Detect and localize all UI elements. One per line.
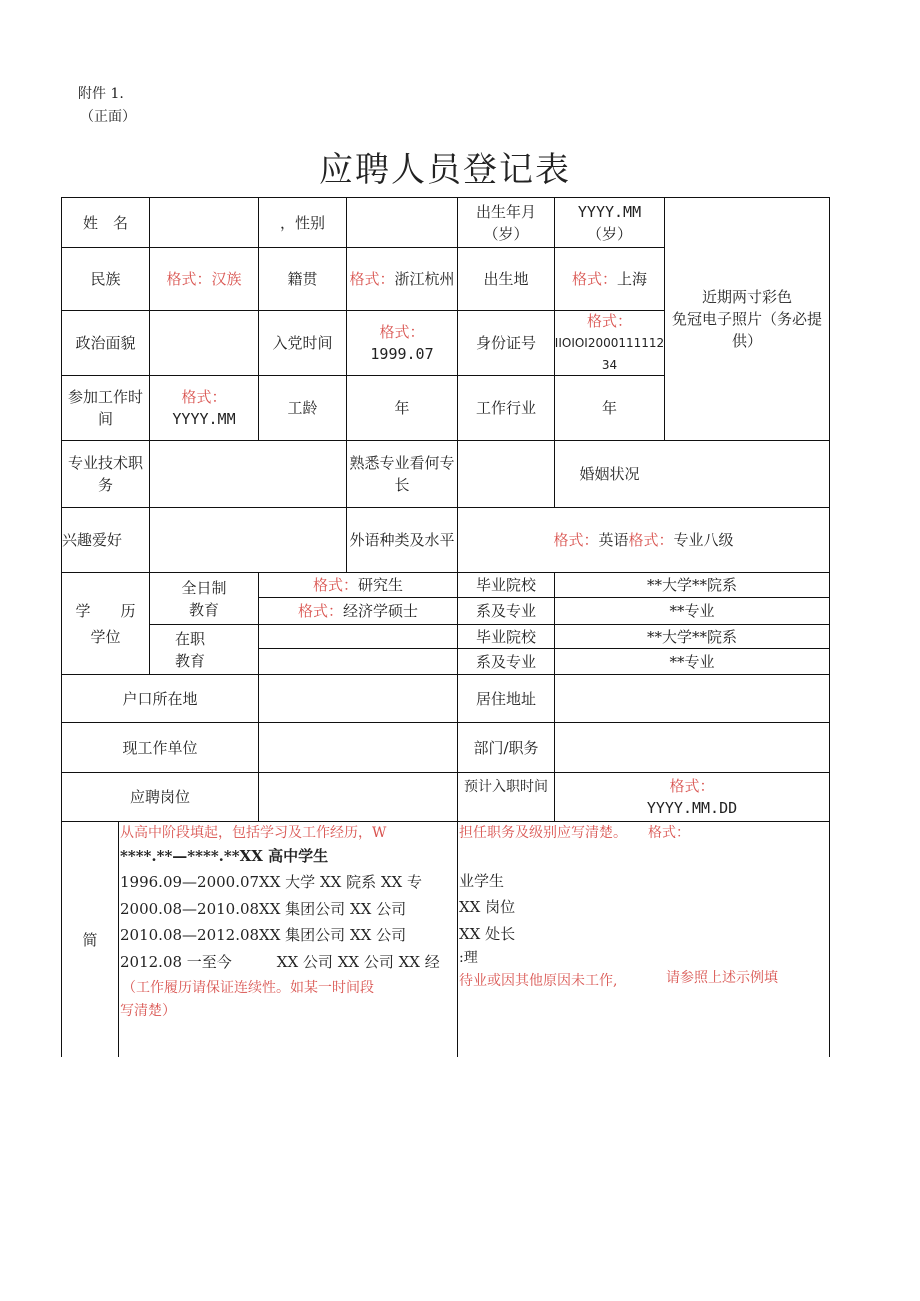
gender-label: ，性别 bbox=[279, 213, 325, 232]
hukou-field[interactable] bbox=[259, 675, 457, 722]
resume-instruction: 从高中阶段填起，包括学习及工作经历，W bbox=[120, 825, 387, 841]
birthplace-field[interactable] bbox=[555, 248, 664, 310]
ethnicity-label: 民族 bbox=[90, 270, 121, 288]
native-format: 格式： bbox=[349, 270, 395, 288]
resume-line-3: 2000.08—2010.08XX 集团公司 XX 公司 bbox=[120, 900, 407, 918]
fulltime-label-2: 教育 bbox=[188, 600, 219, 619]
birth-value: YYYY.MM bbox=[577, 202, 642, 221]
native-field[interactable] bbox=[347, 248, 457, 310]
resume-label: 简 bbox=[82, 930, 98, 949]
start-date-label: 预计入职时间 bbox=[464, 779, 548, 795]
department-label: 部门/职务 bbox=[473, 738, 539, 757]
language-format-1: 格式： bbox=[553, 531, 599, 549]
resume-instruction-right: 担任职务及级别应写清楚。 格式： bbox=[459, 825, 690, 841]
resume-right-line-2: 业学生 bbox=[459, 872, 505, 890]
native-label: 籍贯 bbox=[287, 270, 318, 288]
attachment-label: 附件 1. bbox=[78, 86, 124, 102]
education-label-2: 学位 bbox=[90, 627, 121, 646]
marital-field[interactable] bbox=[665, 441, 829, 507]
resume-right-line-3: XX 岗位 bbox=[459, 898, 516, 916]
parttime-label-1: 在职 bbox=[174, 629, 205, 648]
side-label: （正面） bbox=[80, 109, 136, 125]
fulltime-school-label-1: 毕业院校 bbox=[475, 576, 536, 594]
id-value-2: 34 bbox=[601, 358, 618, 372]
id-label: 身份证号 bbox=[475, 334, 536, 352]
resume-line-2: 1996.09—2000.07XX 大学 XX 院系 XX 专 bbox=[120, 873, 422, 891]
industry-label: 工作行业 bbox=[475, 399, 536, 417]
specialty-field[interactable] bbox=[458, 441, 554, 507]
current-employer-field[interactable] bbox=[259, 723, 457, 772]
residence-label: 居住地址 bbox=[475, 689, 536, 708]
parttime-label-2: 教育 bbox=[174, 651, 205, 670]
ethnicity-value: 汉族 bbox=[211, 270, 242, 288]
department-field[interactable] bbox=[555, 723, 829, 772]
birth-label bbox=[458, 198, 554, 247]
work-start-label-2: 间 bbox=[97, 410, 113, 428]
gender-field[interactable] bbox=[347, 198, 457, 247]
seniority-field[interactable]: 年 bbox=[394, 399, 410, 417]
tech-title-label-2: 务 bbox=[97, 476, 113, 494]
work-start-label bbox=[62, 376, 149, 440]
industry-field[interactable]: 年 bbox=[601, 399, 617, 417]
native-value: 浙江杭州 bbox=[394, 270, 455, 288]
parttime-degree-field[interactable] bbox=[259, 625, 457, 648]
language-format-2: 格式： bbox=[628, 531, 674, 549]
work-start-format: 格式： bbox=[181, 388, 227, 406]
photo-box[interactable] bbox=[665, 198, 829, 440]
ethnicity-format: 格式： bbox=[166, 270, 212, 288]
ethnicity-field[interactable] bbox=[150, 248, 258, 310]
birth-label-line1: 出生年月 bbox=[475, 202, 536, 221]
name-field[interactable] bbox=[150, 198, 258, 247]
resume-note-right-1: 待业或因其他原因未工作, bbox=[459, 973, 618, 989]
id-field[interactable] bbox=[555, 311, 664, 375]
party-date-value: 1999.07 bbox=[370, 345, 434, 363]
birth-field[interactable] bbox=[555, 198, 664, 247]
age-value: （岁） bbox=[586, 224, 632, 243]
applied-position-label: 应聘岗位 bbox=[129, 788, 190, 806]
work-start-label-1: 参加工作时 bbox=[67, 388, 143, 406]
fulltime-major-value: 经济学硕士 bbox=[343, 602, 419, 620]
hobby-label: 兴趣爱好 bbox=[62, 531, 123, 549]
resume-right-line-5: :理 bbox=[459, 950, 478, 966]
language-field[interactable] bbox=[458, 508, 829, 572]
birthplace-format: 格式： bbox=[571, 270, 617, 288]
resume-line-4: 2010.08—2012.08XX 集团公司 XX 公司 bbox=[120, 926, 407, 944]
fulltime-major-field[interactable] bbox=[259, 598, 457, 624]
parttime-school-label-2: 系及专业 bbox=[475, 652, 536, 671]
resume-line-1: ****.**—****.**XX 高中学生 bbox=[120, 847, 329, 865]
fulltime-school-field[interactable]: **大学**院系 bbox=[646, 576, 737, 594]
fulltime-degree-field[interactable] bbox=[259, 573, 457, 597]
hukou-label: 户口所在地 bbox=[122, 689, 198, 708]
language-label: 外语种类及水平 bbox=[349, 531, 455, 549]
parttime-major-field[interactable] bbox=[259, 649, 457, 674]
tech-title-label bbox=[62, 441, 149, 507]
language-value-2: 专业八级 bbox=[673, 531, 734, 549]
parttime-major-name-field[interactable]: **专业 bbox=[669, 652, 715, 671]
party-date-format: 格式： bbox=[379, 323, 425, 341]
party-date-label: 入党时间 bbox=[272, 334, 333, 352]
seniority-label: 工龄 bbox=[287, 399, 318, 417]
specialty-label-1: 熟悉专业看何专 bbox=[349, 454, 455, 472]
tech-title-label-1: 专业技术职 bbox=[67, 454, 143, 472]
parttime-school-field[interactable]: **大学**院系 bbox=[646, 627, 737, 646]
name-label: 姓 名 bbox=[82, 213, 128, 232]
resume-line-5: 2012.08 一至今 XX 公司 XX 公司 XX 经 bbox=[120, 953, 440, 971]
tech-title-field[interactable] bbox=[150, 441, 346, 507]
specialty-label bbox=[347, 441, 457, 507]
language-value-1: 英语 bbox=[598, 531, 629, 549]
resume-note-right-2: 请参照上述示例填 bbox=[666, 970, 778, 986]
current-employer-label: 现工作单位 bbox=[122, 738, 198, 757]
parttime-school-label-1: 毕业院校 bbox=[475, 627, 536, 646]
residence-field[interactable] bbox=[555, 675, 829, 722]
resume-note-1: （工作履历请保证连续性。如某一时间段 bbox=[122, 980, 374, 996]
resume-note-2: 写清楚） bbox=[120, 1003, 176, 1019]
marital-label: 婚姻状况 bbox=[579, 465, 640, 483]
political-field[interactable] bbox=[150, 311, 258, 375]
birthplace-value: 上海 bbox=[617, 270, 648, 288]
parttime-label bbox=[150, 625, 230, 674]
fulltime-label bbox=[150, 573, 258, 624]
start-date-format: 格式： bbox=[669, 777, 715, 795]
photo-text-3: 供） bbox=[731, 332, 762, 350]
birth-label-line2: （岁） bbox=[483, 224, 529, 243]
specialty-label-2: 长 bbox=[394, 476, 410, 494]
page-title: 应聘人员登记表 bbox=[319, 150, 571, 190]
start-date-value: YYYY.MM.DD bbox=[646, 799, 738, 817]
fulltime-major-format: 格式： bbox=[297, 602, 343, 620]
education-label bbox=[62, 573, 149, 674]
birthplace-label: 出生地 bbox=[483, 270, 529, 288]
photo-text-2: 免冠电子照片（务必提 bbox=[671, 310, 822, 328]
photo-text-1: 近期两寸彩色 bbox=[701, 288, 792, 306]
id-value-1: IIOIOI2000111112 bbox=[555, 336, 664, 350]
fulltime-major-name-field[interactable]: **专业 bbox=[669, 602, 715, 620]
applied-position-field[interactable] bbox=[259, 773, 457, 821]
fulltime-degree-value: 研究生 bbox=[358, 576, 404, 594]
work-start-field[interactable] bbox=[150, 376, 258, 440]
education-label-1: 学 历 bbox=[75, 601, 136, 620]
fulltime-degree-format: 格式： bbox=[312, 576, 358, 594]
resume-right-line-4: XX 处长 bbox=[459, 925, 516, 943]
fulltime-school-label-2: 系及专业 bbox=[475, 602, 536, 620]
party-date-field[interactable] bbox=[347, 311, 457, 375]
fulltime-label-1: 全日制 bbox=[181, 578, 227, 597]
hobby-field[interactable] bbox=[150, 508, 346, 572]
id-format: 格式： bbox=[586, 312, 632, 330]
political-label: 政治面貌 bbox=[75, 334, 136, 352]
work-start-value: YYYY.MM bbox=[172, 410, 236, 428]
start-date-field[interactable] bbox=[555, 773, 829, 821]
